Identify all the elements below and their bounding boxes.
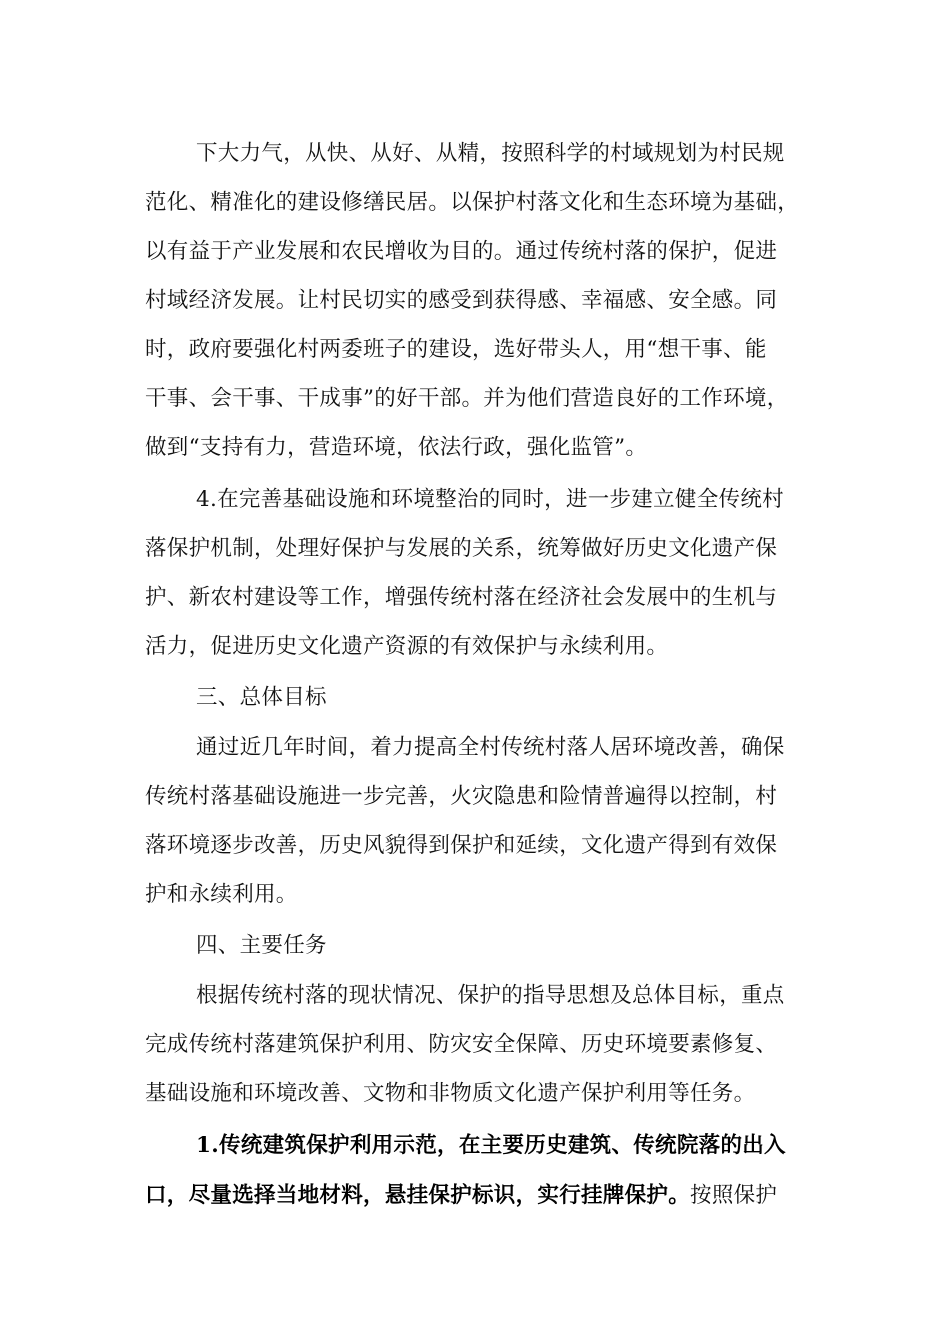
- paragraph-line: 传统村落基础设施进一步完善，火灾隐患和险情普遍得以控制，村: [145, 784, 778, 809]
- bold-paragraph-line: 1.传统建筑保护利用示范，在主要历史建筑、传统院落的出入: [196, 1133, 786, 1158]
- paragraph-line: 完成传统村落建筑保护利用、防灾安全保障、历史环境要素修复、: [145, 1032, 778, 1057]
- paragraph-line: 活力，促进历史文化遗产资源的有效保护与永续利用。: [145, 634, 669, 659]
- paragraph-line: 根据传统村落的现状情况、保护的指导思想及总体目标，重点: [196, 983, 785, 1008]
- paragraph-line: 范化、精准化的建设修缮民居。以保护村落文化和生态环境为基础，: [145, 190, 800, 215]
- paragraph-line: 基础设施和环境改善、文物和非物质文化遗产保护利用等任务。: [145, 1081, 756, 1106]
- paragraph-line: 4.在完善基础设施和环境整治的同时，进一步建立健全传统村: [196, 487, 784, 512]
- bold-text: 口，尽量选择当地材料，悬挂保护标识，实行挂牌保护。: [145, 1183, 691, 1208]
- section-heading: 三、总体目标: [196, 685, 327, 710]
- paragraph-line: 村域经济发展。让村民切实的感受到获得感、幸福感、安全感。同: [145, 288, 778, 313]
- paragraph-line: 以有益于产业发展和农民增收为目的。通过传统村落的保护，促进: [145, 239, 778, 264]
- paragraph-line: 落保护机制，处理好保护与发展的关系，统筹做好历史文化遗产保: [145, 536, 778, 561]
- normal-text: 按照保护: [690, 1183, 778, 1208]
- paragraph-line: 做到“支持有力，营造环境，依法行政，强化监管”。: [145, 435, 648, 460]
- paragraph-line: 落环境逐步改善，历史风貌得到保护和延续，文化遗产得到有效保: [145, 833, 778, 858]
- bold-paragraph-line: [145, 1182, 805, 1210]
- paragraph-line: 护和永续利用。: [145, 882, 298, 907]
- paragraph-line: 护、新农村建设等工作，增强传统村落在经济社会发展中的生机与: [145, 585, 778, 610]
- section-heading: 四、主要任务: [196, 933, 327, 958]
- paragraph-line: 下大力气，从快、从好、从精，按照科学的村域规划为村民规: [196, 141, 785, 166]
- paragraph-line: 干事、会干事、干成事”的好干部。并为他们营造良好的工作环境，: [145, 386, 789, 411]
- paragraph-line: 时，政府要强化村两委班子的建设，选好带头人，用“想干事、能: [145, 337, 767, 362]
- paragraph-line: 通过近几年时间，着力提高全村传统村落人居环境改善，确保: [196, 735, 785, 760]
